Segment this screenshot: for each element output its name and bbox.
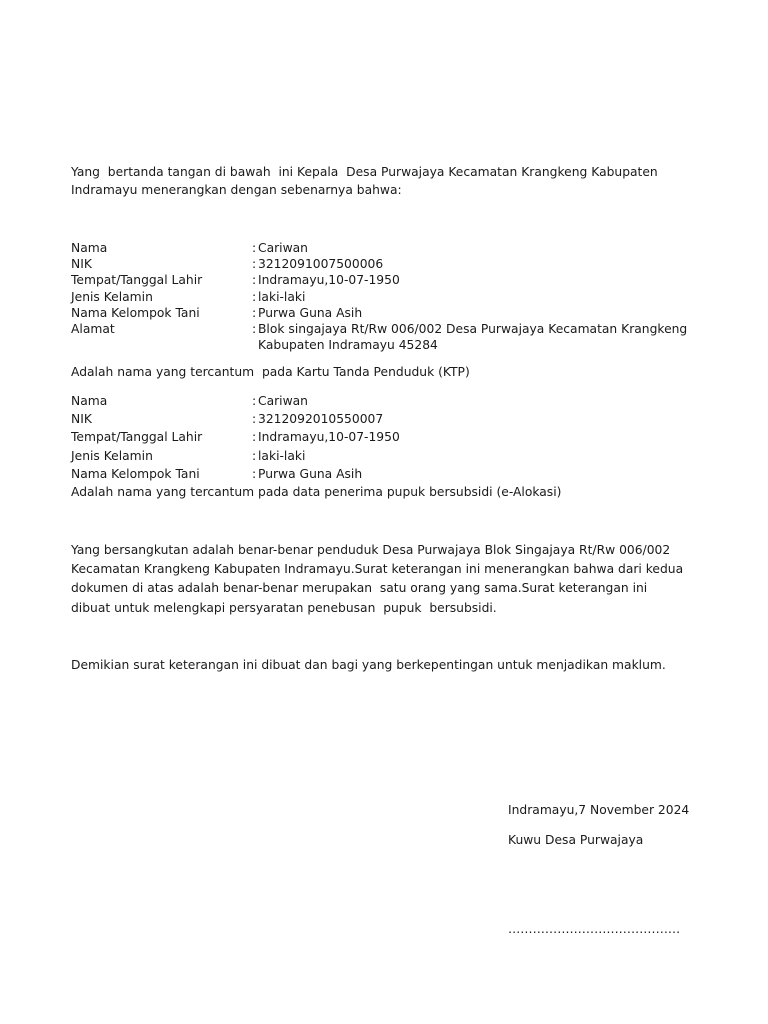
- field-colon: :: [252, 448, 257, 463]
- field-colon: :: [252, 241, 257, 255]
- closing-paragraph: Demikian surat keterangan ini dibuat dan bagi yang berkepentingan untuk menjadikan maklum.: [71, 658, 666, 672]
- field-value: Indramayu,10-07-1950: [258, 430, 400, 445]
- field-value: Purwa Guna Asih: [258, 305, 363, 320]
- field-label: Alamat: [71, 322, 115, 337]
- field-label: NIK: [71, 257, 92, 272]
- signature-line: ……………………………………: [508, 922, 681, 936]
- field-label: NIK: [71, 412, 92, 427]
- field-value: laki-laki: [258, 448, 306, 463]
- ktp-statement: Adalah nama yang tercantum pada Kartu Tanda Penduduk (KTP): [71, 365, 470, 379]
- field-value: Indramayu,10-07-1950: [258, 273, 400, 288]
- field-colon: :: [252, 257, 257, 272]
- ealokasi-statement-text: Adalah nama yang tercantum pada data penerima pupuk bersubsidi (e-Alokasi): [71, 485, 562, 500]
- field-row-nik: [71, 256, 711, 272]
- field-value: 3212092010550007: [258, 412, 384, 427]
- field-label: Nama: [71, 394, 108, 408]
- field-row-jenis-kelamin: [71, 447, 711, 465]
- field-label: Tempat/Tanggal Lahir: [71, 430, 203, 445]
- field-colon: :: [252, 305, 257, 320]
- field-label: Nama Kelompok Tani: [71, 305, 200, 320]
- field-row-kelompok-tani: [71, 465, 711, 483]
- ealokasi-identity-block: [71, 392, 711, 501]
- field-value: Blok singajaya Rt/Rw 006/002 Desa Purwajaya Kecamatan Krangkeng Kabupaten Indramayu 45284: [258, 322, 692, 353]
- signatory-title: Kuwu Desa Purwajaya: [508, 833, 644, 847]
- field-colon: :: [252, 289, 257, 304]
- field-colon: :: [252, 466, 257, 481]
- body-paragraph: Yang bersangkutan adalah benar-benar penduduk Desa Purwajaya Blok Singajaya Rt/Rw 006/002 Kecamatan Krangkeng Kabupaten Indramayu.Surat keterangan ini menerangkan bahwa dari kedua dokumen di atas adalah benar-benar merupakan satu orang yang sama.Surat keterangan ini dibuat untuk melengkapi persyaratan penebusan pupuk bersubsidi.: [71, 543, 688, 615]
- field-colon: :: [252, 412, 257, 427]
- field-row-ttl: [71, 272, 711, 288]
- field-value: Purwa Guna Asih: [258, 466, 363, 481]
- field-row-nama: [71, 240, 711, 256]
- ktp-identity-block: [71, 240, 711, 353]
- intro-paragraph: Yang bertanda tangan di bawah ini Kepala Desa Purwajaya Kecamatan Krangkeng Kabupaten Indramayu menerangkan dengan sebenarnya bahwa:: [71, 165, 662, 197]
- field-label: Nama: [71, 241, 108, 255]
- field-value: laki-laki: [258, 289, 306, 304]
- field-colon: :: [252, 430, 257, 445]
- field-value: 3212091007500006: [258, 257, 384, 272]
- field-label: Jenis Kelamin: [71, 289, 153, 304]
- ealokasi-statement: [71, 483, 711, 501]
- field-colon: :: [252, 394, 257, 408]
- field-label: Jenis Kelamin: [71, 448, 153, 463]
- field-colon: :: [252, 322, 257, 337]
- field-label: Tempat/Tanggal Lahir: [71, 273, 203, 288]
- field-row-jenis-kelamin: [71, 289, 711, 305]
- place-date: Indramayu,7 November 2024: [508, 803, 690, 817]
- field-row-alamat: [71, 321, 711, 353]
- field-row-nik: [71, 410, 711, 428]
- field-value: Cariwan: [258, 394, 308, 408]
- field-row-nama: [71, 392, 711, 410]
- field-colon: :: [252, 273, 257, 288]
- field-row-ttl: [71, 428, 711, 446]
- field-row-kelompok-tani: [71, 305, 711, 321]
- field-value: Cariwan: [258, 241, 308, 255]
- field-label: Nama Kelompok Tani: [71, 466, 200, 481]
